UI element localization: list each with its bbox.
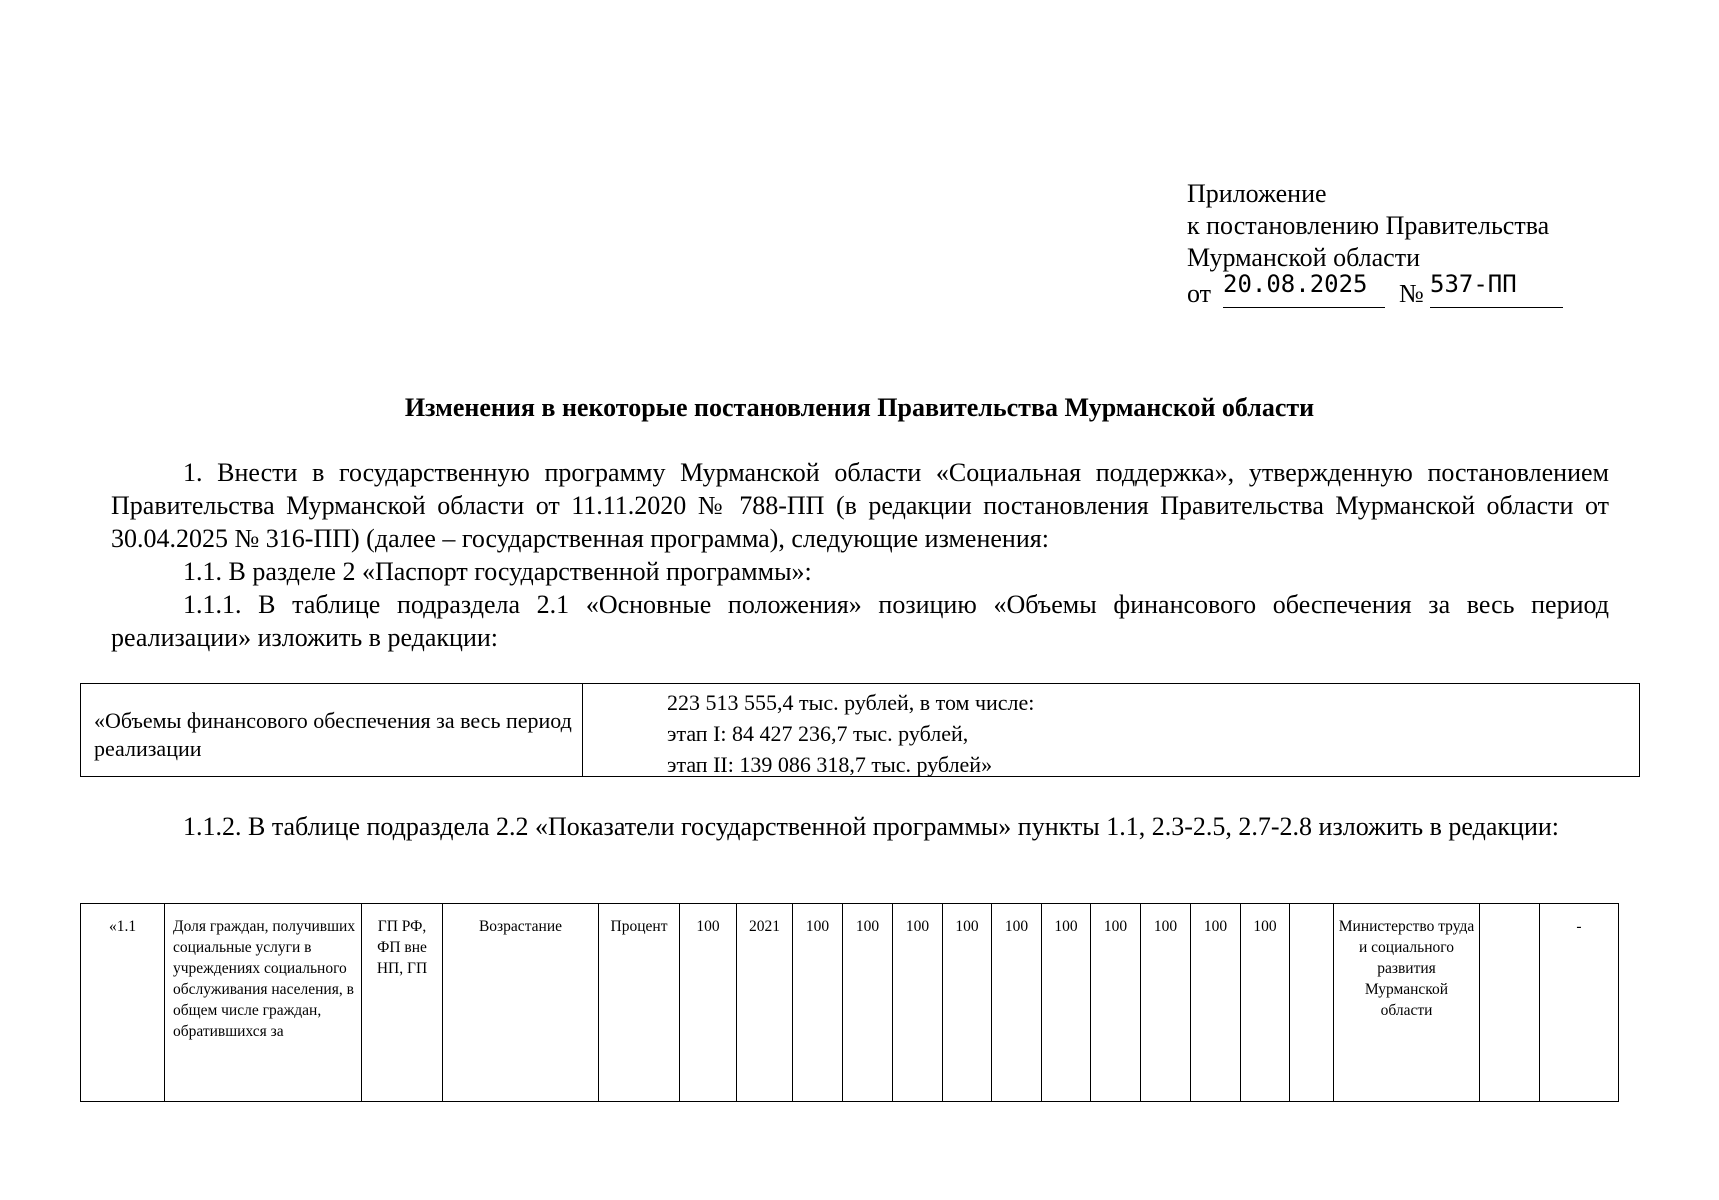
cell-responsible: Министерство труда и социального развития Мурманской области	[1334, 904, 1480, 1102]
financing-label-cell: «Объемы финансового обеспечения за весь период реализации	[81, 684, 583, 776]
cell-unit: Процент	[599, 904, 680, 1102]
number-underline	[1430, 307, 1563, 308]
cell-year-value: 100	[1141, 904, 1191, 1102]
cell-empty	[1480, 904, 1540, 1102]
appendix-title: Приложение	[1187, 179, 1327, 208]
date-underline	[1223, 307, 1385, 308]
cell-year-value: 100	[793, 904, 843, 1102]
cell-year-value: 100	[843, 904, 893, 1102]
resolution-number: 537-ПП	[1430, 270, 1517, 298]
cell-year-value: 100	[1091, 904, 1141, 1102]
resolution-date: 20.08.2025	[1223, 270, 1368, 298]
cell-year-value: 100	[1191, 904, 1241, 1102]
appendix-reference	[1187, 270, 1549, 310]
cell-year-value: 100	[992, 904, 1042, 1102]
cell-base-value: 100	[680, 904, 737, 1102]
paragraph-1-1-1: 1.1.1. В таблице подраздела 2.1 «Основные положения» позицию «Объемы финансового обеспечения за весь период реализации» изложить в редакции:	[111, 590, 1609, 652]
cell-level: ГП РФ, ФП вне НП, ГП	[362, 904, 443, 1102]
cell-year-value: 100	[1241, 904, 1290, 1102]
cell-year-value: 100	[893, 904, 943, 1102]
cell-base-year: 2021	[737, 904, 793, 1102]
financing-stage-2: этап II: 139 086 318,7 тыс. рублей»	[667, 752, 993, 777]
from-label: от	[1187, 279, 1212, 308]
appendix-line-region: Мурманской области	[1187, 243, 1420, 272]
table-row	[81, 904, 1619, 1102]
financing-stage-1: этап I: 84 427 236,7 тыс. рублей,	[667, 721, 969, 746]
financing-value-cell	[583, 684, 1639, 779]
appendix-header	[1187, 178, 1549, 310]
cell-indicator-name: Доля граждан, получивших социальные услуги в учреждениях социального обслуживания населения, в общем числе граждан, обратившихся за	[165, 904, 362, 1102]
financing-table	[80, 683, 1640, 777]
number-label: №	[1399, 279, 1424, 308]
cell-dash: -	[1540, 904, 1619, 1102]
cell-item-number: «1.1	[81, 904, 165, 1102]
appendix-line-resolution: к постановлению Правительства	[1187, 211, 1550, 240]
paragraph-1-1: 1.1. В разделе 2 «Паспорт государственной программы»:	[183, 557, 812, 586]
cell-empty	[1290, 904, 1334, 1102]
cell-year-value: 100	[943, 904, 992, 1102]
financing-total: 223 513 555,4 тыс. рублей, в том числе:	[667, 690, 1035, 715]
cell-trend: Возрастание	[443, 904, 599, 1102]
indicators-table	[80, 903, 1619, 1102]
cell-year-value: 100	[1042, 904, 1091, 1102]
paragraph-1: 1. Внести в государственную программу Мурманской области «Социальная поддержка», утвержденную постановлением Правительства Мурманской области от 11.11.2020 № 788-ПП (в редакции постановления Правительства Мурманской области от 30.04.2025 № 316-ПП) (далее – государственная программа), следующие изменения:	[111, 458, 1609, 553]
document-title: Изменения в некоторые постановления Правительства Мурманской области	[404, 393, 1315, 422]
paragraph-1-1-2: 1.1.2. В таблице подраздела 2.2 «Показатели государственной программы» пункты 1.1, 2.3-2.5, 2.7-2.8 изложить в редакции:	[183, 812, 1559, 841]
